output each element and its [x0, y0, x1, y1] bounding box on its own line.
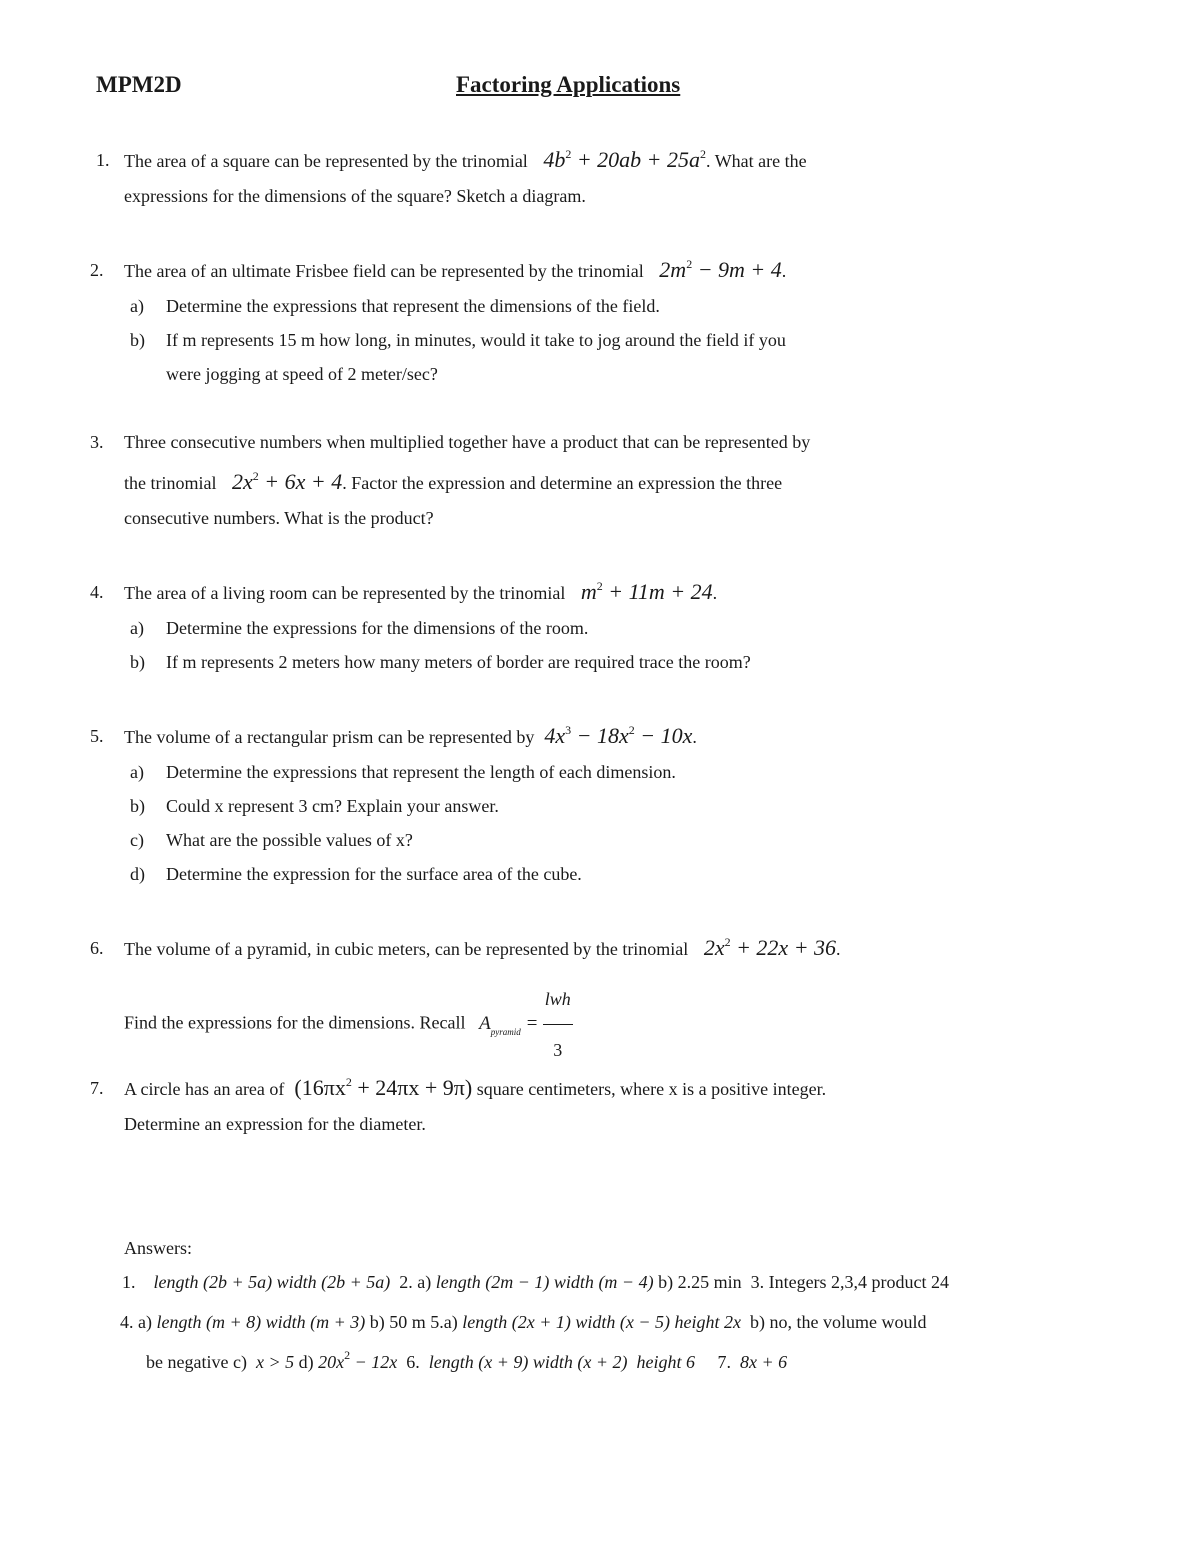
question-text — [124, 974, 573, 1075]
course-code: MPM2D — [96, 72, 182, 97]
part-text: What are the possible values of x? — [166, 830, 413, 850]
part-text: Determine the expression for the surface area of the cube. — [166, 864, 582, 884]
part-text: If m represents 15 m how long, in minutes, would it take to jog around the field if you — [166, 330, 786, 350]
answers-row-1: 1. length (2b + 5a) width (2b + 5a) 2. a) length (2m − 1) width (m − 4) b) 2.25 min 3. Integers 2,3,4 product 24 — [122, 1272, 950, 1292]
answer-text: d) — [298, 1352, 314, 1372]
expression: $2x^2 + 22x + 36$ — [692, 935, 837, 960]
answer-word: width — [276, 1272, 317, 1292]
answer-word: length — [156, 1312, 202, 1332]
answer-number: 6. — [406, 1352, 420, 1372]
expression: $4b^2 + 20ab + 25a^2$ — [532, 147, 707, 172]
answer-word: length — [428, 1352, 474, 1372]
answer-text: 3. Integers 2,3,4 product 24 — [750, 1272, 950, 1292]
answer-word: width — [575, 1312, 616, 1332]
answer-text: c) — [232, 1352, 247, 1372]
text: . What are the — [706, 151, 807, 171]
answer-number: 5.a) — [430, 1312, 458, 1332]
answers-row-3: be negative c) x > 5 d) $20x^2 - 12x$ 6. length (x + 9) width (x + 2) height 6 7. 8x + 6 — [146, 1348, 788, 1372]
fraction-numerator: lwh — [543, 974, 573, 1025]
question-text — [124, 1076, 826, 1101]
answer-word: width — [265, 1312, 306, 1332]
question-text: Determine an expression for the diameter. — [124, 1114, 426, 1134]
text: A circle has an area of — [124, 1079, 285, 1099]
part-label: b) — [130, 796, 145, 816]
fraction-denominator: 3 — [553, 1040, 563, 1060]
part-text: were jogging at speed of 2 meter/sec? — [166, 364, 438, 384]
answer-text: b) no, the volume would — [750, 1312, 927, 1332]
text: . Factor the expression and determine an expression the three — [342, 473, 783, 493]
answer-word: length — [462, 1312, 508, 1332]
expression: $2x^2 + 6x + 4$ — [220, 469, 343, 494]
question-text: The volume of a pyramid, in cubic meters, can be represented by the trinomial $2x^2 + 22x + 36$. — [124, 935, 841, 960]
part-text: If m represents 2 meters how many meters of border are required trace the room? — [166, 652, 751, 672]
question-text — [124, 470, 782, 495]
part-label: b) — [130, 652, 145, 672]
text: The area of a living room can be represented by the trinomial — [124, 583, 566, 603]
part-label: d) — [130, 864, 145, 884]
answer-word: length — [435, 1272, 481, 1292]
part-label: a) — [130, 762, 144, 782]
question-text: The area of an ultimate Frisbee field can be represented by the trinomial $2m^2 - 9m + 4$. — [124, 257, 787, 282]
question-number: 7. — [90, 1078, 104, 1098]
question-number: 6. — [90, 938, 104, 958]
part-label: b) — [130, 330, 145, 350]
expression: $m^2 + 11m + 24$ — [569, 579, 713, 604]
text: The volume of a rectangular prism can be represented by — [124, 727, 535, 747]
text: The area of a square can be represented by the trinomial — [124, 151, 528, 171]
expression: $2m^2 - 9m + 4$ — [648, 257, 782, 282]
answer-text: b) 2.25 min — [658, 1272, 742, 1292]
answer-number: 4. — [120, 1312, 134, 1332]
answer-text: a) — [138, 1312, 152, 1332]
part-text: Determine the expressions for the dimensions of the room. — [166, 618, 589, 638]
answer-word: width — [532, 1352, 573, 1372]
answer-word: height — [636, 1352, 682, 1372]
question-text: The area of a living room can be represented by the trinomial $m^2 + 11m + 24$. — [124, 579, 718, 604]
formula-fraction — [543, 974, 573, 1075]
text: Find the expressions for the dimensions. Recall — [124, 1012, 466, 1033]
formula: $A_{pyramid}$ = — [469, 1012, 539, 1037]
worksheet-title: Factoring Applications — [456, 72, 681, 97]
question-text: Three consecutive numbers when multiplied together have a product that can be represented by — [124, 432, 811, 452]
answer-number: 2. a) — [399, 1272, 432, 1292]
part-label: a) — [130, 296, 144, 316]
question-number: 1. — [96, 150, 110, 170]
question-number: 5. — [90, 726, 104, 746]
expression: $(16\pi x^2 + 24\pi x + 9\pi)$ — [288, 1075, 473, 1100]
question-number: 2. — [90, 260, 104, 280]
text: the trinomial — [124, 473, 217, 493]
question-text: expressions for the dimensions of the square? Sketch a diagram. — [124, 186, 586, 206]
answer-number: 7. — [717, 1352, 731, 1372]
text: The area of an ultimate Frisbee field can be represented by the trinomial — [124, 261, 644, 281]
answer-number: 1. — [122, 1272, 136, 1292]
answer-word: height — [674, 1312, 720, 1332]
formula-subscript: pyramid — [490, 1026, 521, 1037]
part-label: c) — [130, 830, 144, 850]
part-text: Determine the expressions that represent the length of each dimension. — [166, 762, 676, 782]
answer-word: length — [153, 1272, 199, 1292]
part-text: Could x represent 3 cm? Explain your answer. — [166, 796, 499, 816]
question-text: consecutive numbers. What is the product? — [124, 508, 434, 528]
part-label: a) — [130, 618, 144, 638]
answers-heading: Answers: — [124, 1238, 192, 1258]
answer-text: be negative — [146, 1352, 229, 1372]
answer-word: width — [553, 1272, 594, 1292]
answers-row-2: 4. a) length (m + 8) width (m + 3) b) 50 m 5.a) length (2x + 1) width (x − 5) height 2x b) no, the volume would — [120, 1312, 927, 1332]
question-text: The volume of a rectangular prism can be represented by $4x^3 - 18x^2 - 10x$. — [124, 723, 697, 748]
question-text — [124, 148, 807, 173]
question-number: 4. — [90, 582, 104, 602]
part-text: Determine the expressions that represent the dimensions of the field. — [166, 296, 660, 316]
text: square centimeters, where x is a positive integer. — [476, 1079, 827, 1099]
expression: $4x^3 - 18x^2 - 10x$ — [538, 723, 693, 748]
text: The volume of a pyramid, in cubic meters, can be represented by the trinomial — [124, 939, 689, 959]
answer-text: b) 50 m — [369, 1312, 426, 1332]
question-number: 3. — [90, 432, 104, 452]
